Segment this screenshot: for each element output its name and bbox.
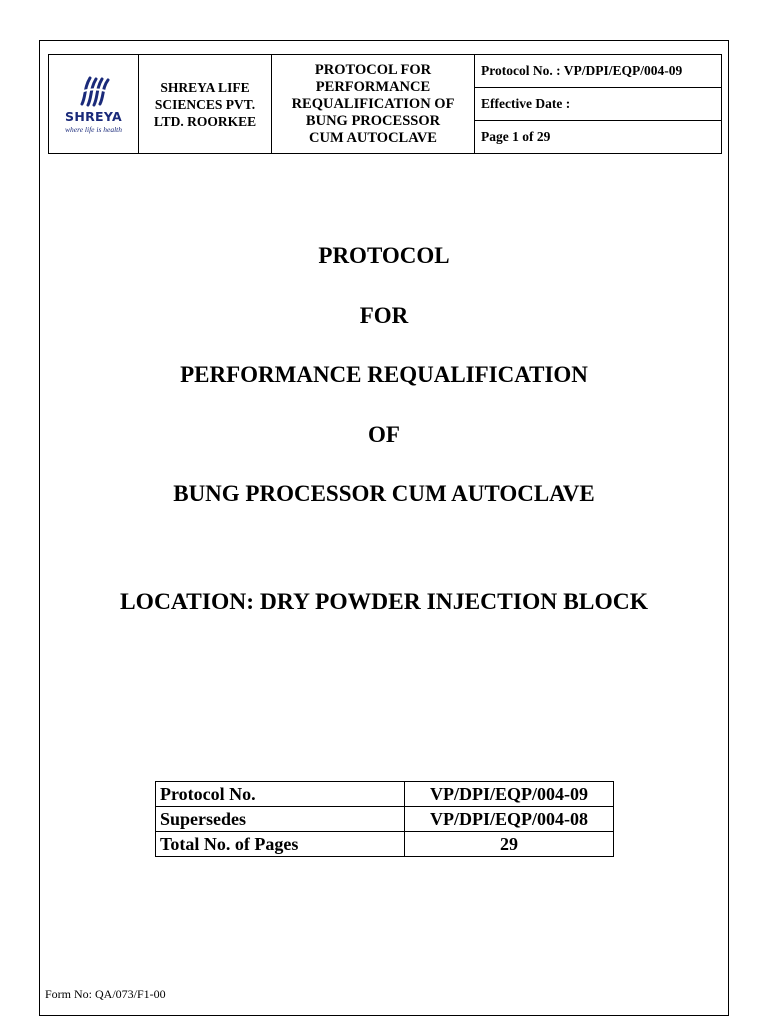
table-row [156,807,614,832]
summary-label: Protocol No. [156,782,405,807]
title-line: REQUALIFICATION OF [291,95,455,112]
summary-value: VP/DPI/EQP/004-09 [405,782,614,807]
summary-label: Supersedes [156,807,405,832]
title-line: PROTOCOL FOR [314,61,432,78]
logo-wordmark: SHREYA [65,109,122,124]
title-line: CUM AUTOCLAVE [309,129,437,146]
page-number: Page 1 of 29 [475,121,722,154]
title-line: BUNG PROCESSOR [305,112,441,129]
table-row [156,782,614,807]
form-number: Form No: QA/073/F1-00 [45,987,166,1001]
protocol-summary-table [155,781,614,857]
effective-date: Effective Date : [475,88,722,121]
table-row [156,832,614,857]
summary-label: Total No. of Pages [156,832,405,857]
company-name-cell [139,55,272,154]
shreya-logo-icon [74,74,114,108]
document-title-cell [272,55,475,154]
document-header-table [48,54,722,154]
company-name-line: SCIENCES PVT. [154,96,256,112]
protocol-number: Protocol No. : VP/DPI/EQP/004-09 [475,55,722,88]
location-heading: LOCATION: DRY POWDER INJECTION BLOCK [120,589,648,615]
company-name-line: SHREYA LIFE [160,79,250,95]
page-border [39,40,729,1016]
company-name-line: LTD. ROORKEE [153,113,257,129]
summary-value: VP/DPI/EQP/004-08 [405,807,614,832]
heading-for: FOR [359,303,409,328]
summary-value: 29 [405,832,614,857]
title-line: PERFORMANCE [315,78,431,95]
heading-protocol: PROTOCOL [318,243,450,268]
logo-tagline: where life is health [64,125,122,134]
heading-performance-requalification: PERFORMANCE REQUALIFICATION [180,362,588,387]
heading-of: OF [368,422,400,447]
logo-cell [49,55,139,154]
company-logo [49,74,138,134]
heading-equipment-name: BUNG PROCESSOR CUM AUTOCLAVE [173,481,595,506]
